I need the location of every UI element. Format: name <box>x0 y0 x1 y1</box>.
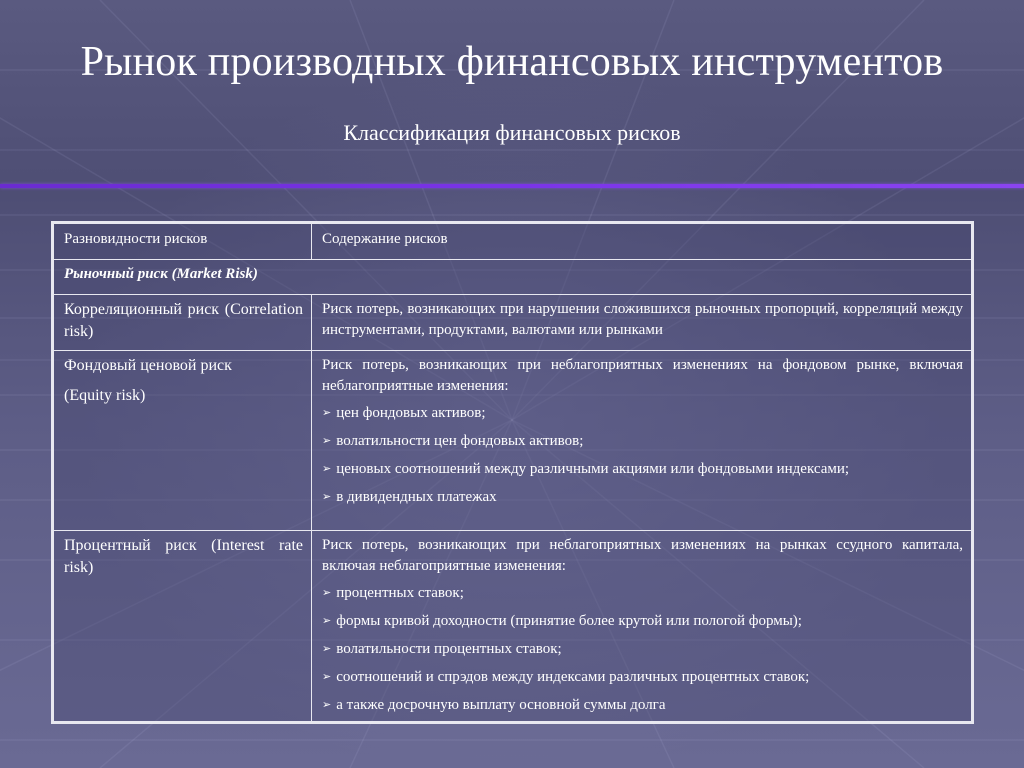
risk-name-cell <box>54 295 312 351</box>
arrowhead-bullet-icon: ➢ <box>322 463 332 475</box>
table-row-interest-rate-risk <box>54 531 972 722</box>
risk-content-cell <box>312 295 972 351</box>
arrowhead-bullet-icon: ➢ <box>322 643 332 655</box>
list-item: ➢ процентных ставок; <box>322 585 464 601</box>
list-item: ➢ соотношений и спрэдов между индексами различных процентных ставок; <box>322 669 810 685</box>
arrowhead-bullet-icon: ➢ <box>322 671 332 683</box>
list-item: ➢ ценовых соотношений между различными акциями или фондовыми индексами; <box>322 461 850 477</box>
risk-name-cell <box>54 351 312 531</box>
list-item: ➢ волатильности цен фондовых активов; <box>322 433 584 449</box>
risk-description: Риск потерь, возникающих при неблагоприятных изменениях на рынках ссудного капитала, включая неблагоприятные изменения: <box>322 537 963 574</box>
table-header-row <box>54 224 972 260</box>
risk-name: Фондовый ценовой риск <box>64 357 232 374</box>
slide-subtitle: Классификация финансовых рисков <box>343 120 681 145</box>
risk-content-cell <box>312 351 972 531</box>
table-row-equity-risk <box>54 351 972 531</box>
arrowhead-bullet-icon: ➢ <box>322 491 332 503</box>
arrowhead-bullet-icon: ➢ <box>322 435 332 447</box>
accent-divider <box>0 184 1024 188</box>
arrowhead-bullet-icon: ➢ <box>322 615 332 627</box>
risk-name: Корреляционный риск (Correlation risk) <box>64 301 303 340</box>
list-item: ➢ в дивидендных платежах <box>322 489 497 505</box>
risk-description: Риск потерь, возникающих при неблагоприятных изменениях на фондовом рынке, включая неблагоприятные изменения: <box>322 357 963 394</box>
header-risk-types: Разновидности рисков <box>54 224 312 260</box>
section-row-market-risk <box>54 260 972 295</box>
arrowhead-bullet-icon: ➢ <box>322 699 332 711</box>
slide-title: Рынок производных финансовых инструментов <box>80 39 944 85</box>
risk-description: Риск потерь, возникающих при нарушении сложившихся рыночных пропорций, корреляций между инструментами, продуктами, валютами или рынками <box>322 301 963 338</box>
risk-name-english: (Equity risk) <box>64 387 146 404</box>
section-title: Рыночный риск (Market Risk) <box>54 260 972 295</box>
risk-classification-table <box>51 221 974 724</box>
header-risk-content: Содержание рисков <box>312 224 972 260</box>
list-item: ➢ цен фондовых активов; <box>322 405 486 421</box>
list-item: ➢ волатильности процентных ставок; <box>322 641 562 657</box>
risk-content-cell <box>312 531 972 722</box>
arrowhead-bullet-icon: ➢ <box>322 407 332 419</box>
arrowhead-bullet-icon: ➢ <box>322 587 332 599</box>
risk-name: Процентный риск (Interest rate risk) <box>64 537 303 576</box>
list-item: ➢ а также досрочную выплату основной суммы долга <box>322 697 666 713</box>
list-item: ➢ формы кривой доходности (принятие более крутой или пологой формы); <box>322 613 802 629</box>
risk-name-cell <box>54 531 312 722</box>
table-row-correlation-risk <box>54 295 972 351</box>
